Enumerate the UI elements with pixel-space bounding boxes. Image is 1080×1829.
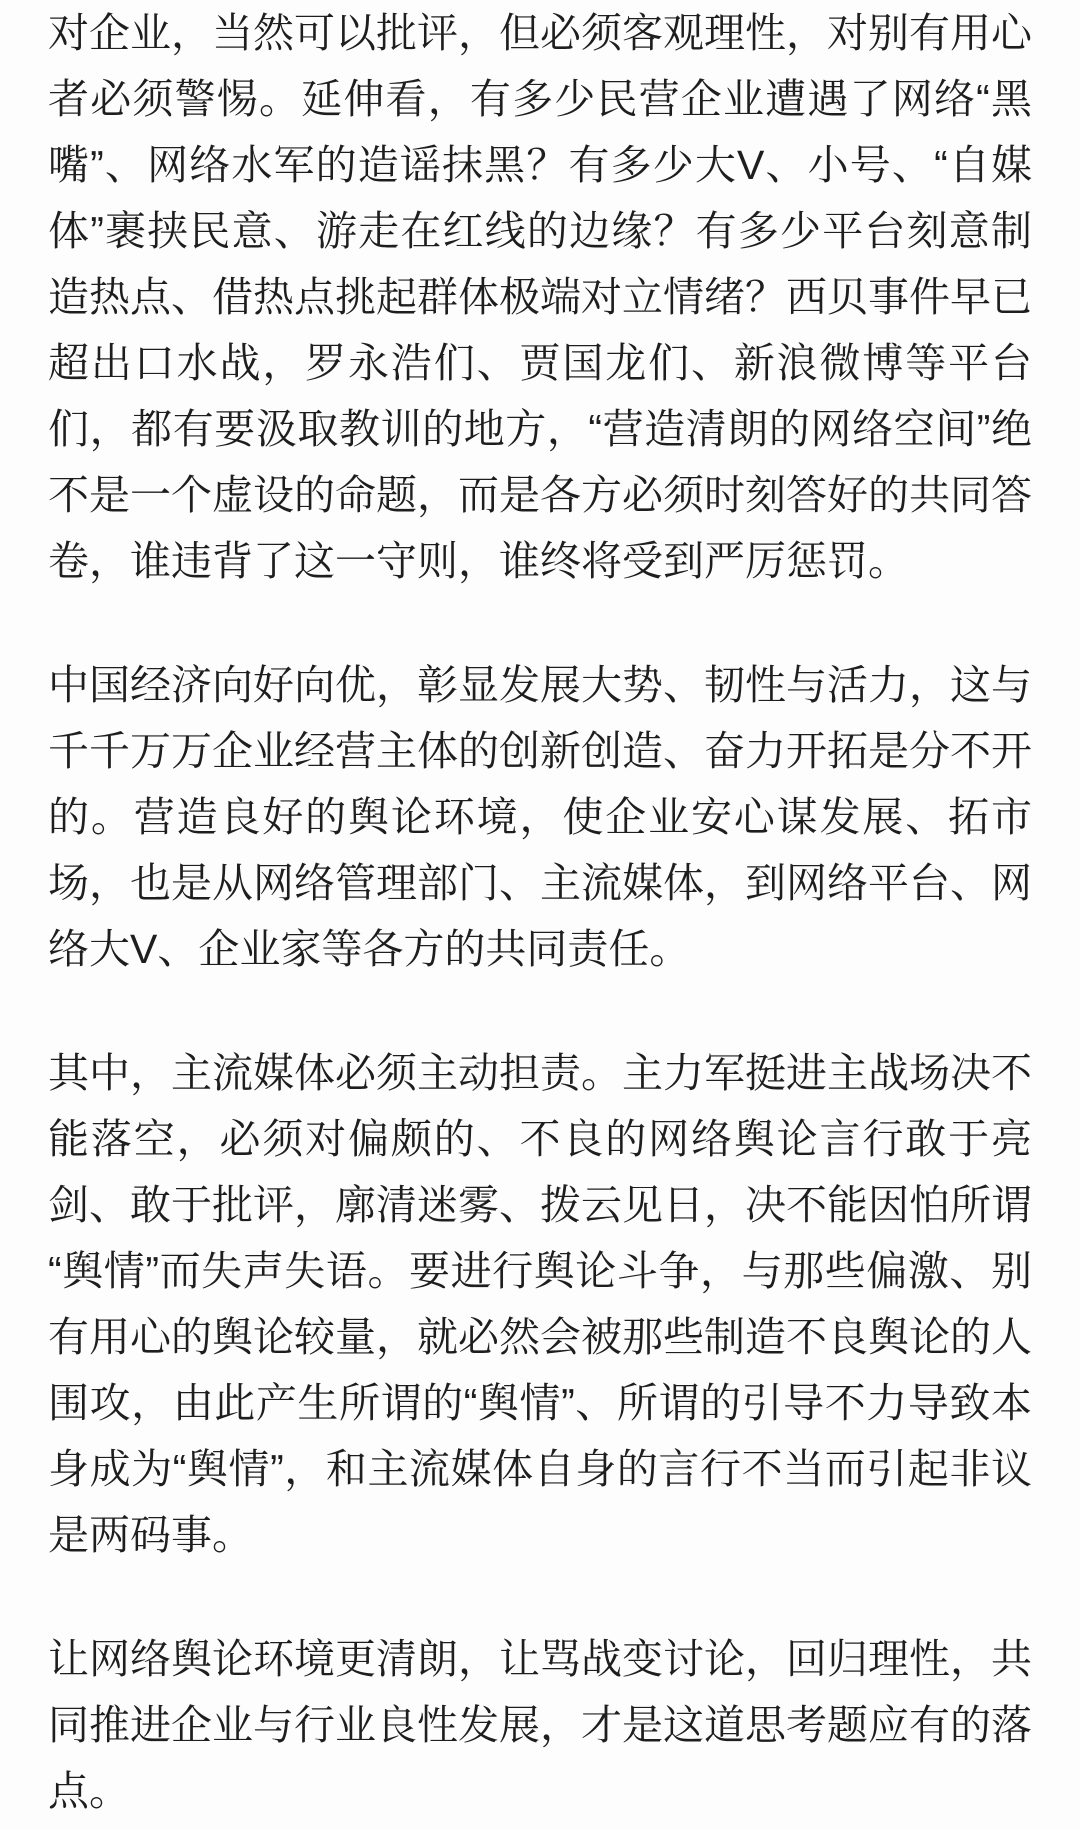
paragraph-4 xyxy=(48,1626,1032,1824)
text-line: 同推进企业与行业良性发展，才是这道思考题应有的落 xyxy=(48,1702,1032,1748)
paragraph-1 xyxy=(48,0,1032,594)
paragraph-3 xyxy=(48,1040,1032,1568)
text-line: 有用心的舆论较量，就必然会被那些制造不良舆论的人 xyxy=(48,1314,1032,1360)
text-line: 卷，谁违背了这一守则，谁终将受到严厉惩罚。 xyxy=(48,538,909,584)
text-line: 能落空，必须对偏颇的、不良的网络舆论言行敢于亮 xyxy=(48,1116,1032,1162)
text-line: 剑、敢于批评，廓清迷雾、拨云见日，决不能因怕所谓 xyxy=(48,1182,1032,1228)
text-line: 千千万万企业经营主体的创新创造、奋力开拓是分不开 xyxy=(48,728,1032,774)
text-line: 场，也是从网络管理部门、主流媒体，到网络平台、网 xyxy=(48,860,1032,906)
paragraph-2 xyxy=(48,652,1032,982)
text-line: “舆情”而失声失语。要进行舆论斗争，与那些偏激、别 xyxy=(48,1248,1032,1294)
text-line: 是两码事。 xyxy=(48,1512,253,1558)
text-line: 中国经济向好向优，彰显发展大势、韧性与活力，这与 xyxy=(48,662,1032,708)
text-line: 者必须警惕。延伸看，有多少民营企业遭遇了网络“黑 xyxy=(48,76,1032,122)
text-line: 造热点、借热点挑起群体极端对立情绪？西贝事件早已 xyxy=(48,274,1032,320)
text-line: 不是一个虚设的命题，而是各方必须时刻答好的共同答 xyxy=(48,472,1032,518)
text-line: 体”裹挟民意、游走在红线的边缘？有多少平台刻意制 xyxy=(48,208,1032,254)
text-line: 络大V、企业家等各方的共同责任。 xyxy=(48,926,691,972)
text-line: 们，都有要汲取教训的地方，“营造清朗的网络空间”绝 xyxy=(48,406,1032,452)
text-line: 嘴”、网络水军的造谣抹黑？有多少大V、小号、“自媒 xyxy=(48,142,1032,188)
text-line: 其中，主流媒体必须主动担责。主力军挺进主战场决不 xyxy=(48,1050,1032,1096)
text-line: 围攻，由此产生所谓的“舆情”、所谓的引导不力导致本 xyxy=(48,1380,1032,1426)
text-line: 对企业，当然可以批评，但必须客观理性，对别有用心 xyxy=(48,10,1032,56)
text-line: 超出口水战，罗永浩们、贾国龙们、新浪微博等平台 xyxy=(48,340,1032,386)
text-line: 的。营造良好的舆论环境，使企业安心谋发展、拓市 xyxy=(48,794,1032,840)
text-line: 让网络舆论环境更清朗，让骂战变讨论，回归理性，共 xyxy=(48,1636,1032,1682)
text-line: 身成为“舆情”，和主流媒体自身的言行不当而引起非议 xyxy=(48,1446,1032,1492)
text-line: 点。 xyxy=(48,1768,130,1814)
